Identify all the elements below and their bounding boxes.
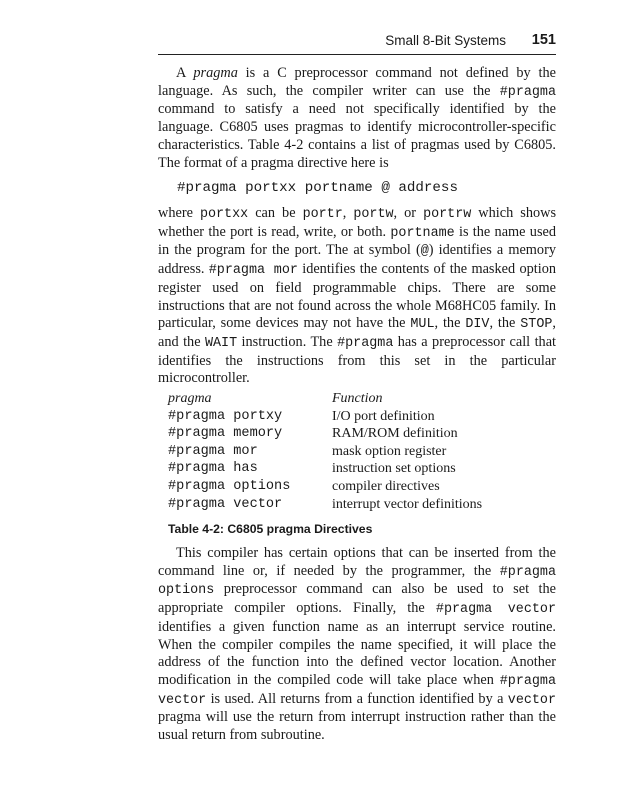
function-cell: compiler directives [332, 478, 440, 494]
column-header-pragma: pragma [168, 391, 212, 406]
function-cell: instruction set options [332, 461, 456, 477]
paragraph-2: where portxx can be portr, portw, or portrw which shows whether the port is read, write, or both. portname is the name used in the program for the port. The at symbol (@) identifies a memory address. #pragma mor identifies the contents of the masked option register used on field programmable chips. There are some instructions that are not found across the whole M68HC05 family. In particular, some devices may not have the MUL, the DIV, the STOP, and the WAIT instruction. The #pragma has a preprocessor call that identifies the instructions from this set in the particular microcontroller. [158, 205, 557, 387]
table-row [168, 444, 548, 462]
pragma-cell: #pragma memory [168, 426, 283, 442]
pragma-table [168, 391, 548, 514]
pragma-cell: #pragma mor [168, 443, 258, 459]
table-row [168, 497, 548, 515]
section-title: Small 8-Bit Systems [385, 33, 506, 48]
table-row [168, 409, 548, 427]
column-header-function: Function [332, 391, 383, 406]
pragma-cell: #pragma vector [168, 496, 283, 512]
function-cell: mask option register [332, 443, 447, 459]
table-row [168, 461, 548, 479]
code-line: #pragma portxx portname @ address [177, 180, 458, 196]
function-cell: I/O port definition [332, 408, 435, 424]
table-row [168, 426, 548, 444]
pragma-cell: #pragma has [168, 461, 258, 477]
function-cell: interrupt vector definitions [332, 496, 483, 512]
pragma-cell: #pragma options [168, 478, 291, 494]
running-header [158, 33, 556, 55]
table-header-row [168, 391, 548, 409]
function-cell: RAM/ROM definition [332, 426, 458, 442]
paragraph-1: A pragma is a C preprocessor command not defined by the language. As such, the compiler writer can use the #pragma command to satisfy a need not specifically identified by the language. C6805 uses pragmas to identify microcontroller-specific characteristics. Table 4-2 contains a list of pragmas used by C6805. The format of a pragma directive here is [158, 65, 556, 171]
pragma-cell: #pragma portxy [168, 408, 283, 424]
header-rule [158, 54, 556, 55]
table-caption: Table 4-2: C6805 pragma Directives [168, 522, 373, 536]
page-number: 151 [531, 32, 556, 48]
table-row [168, 479, 548, 497]
paragraph-3: This compiler has certain options that can be inserted from the command line or, if needed by the programmer, the #pragma options preprocessor command can also be used to set the appropriate compiler options. Finally, the #pragma vector identifies a given function name as an interrupt service routine. When the compiler compiles the name specified, it will place the address of the function into the defined vector location. Another modification in the compiled code will take place when #pragma vector is used. All returns from a function identified by a vector pragma will use the return from interrupt instruction rather than the usual return from subroutine. [158, 545, 556, 744]
